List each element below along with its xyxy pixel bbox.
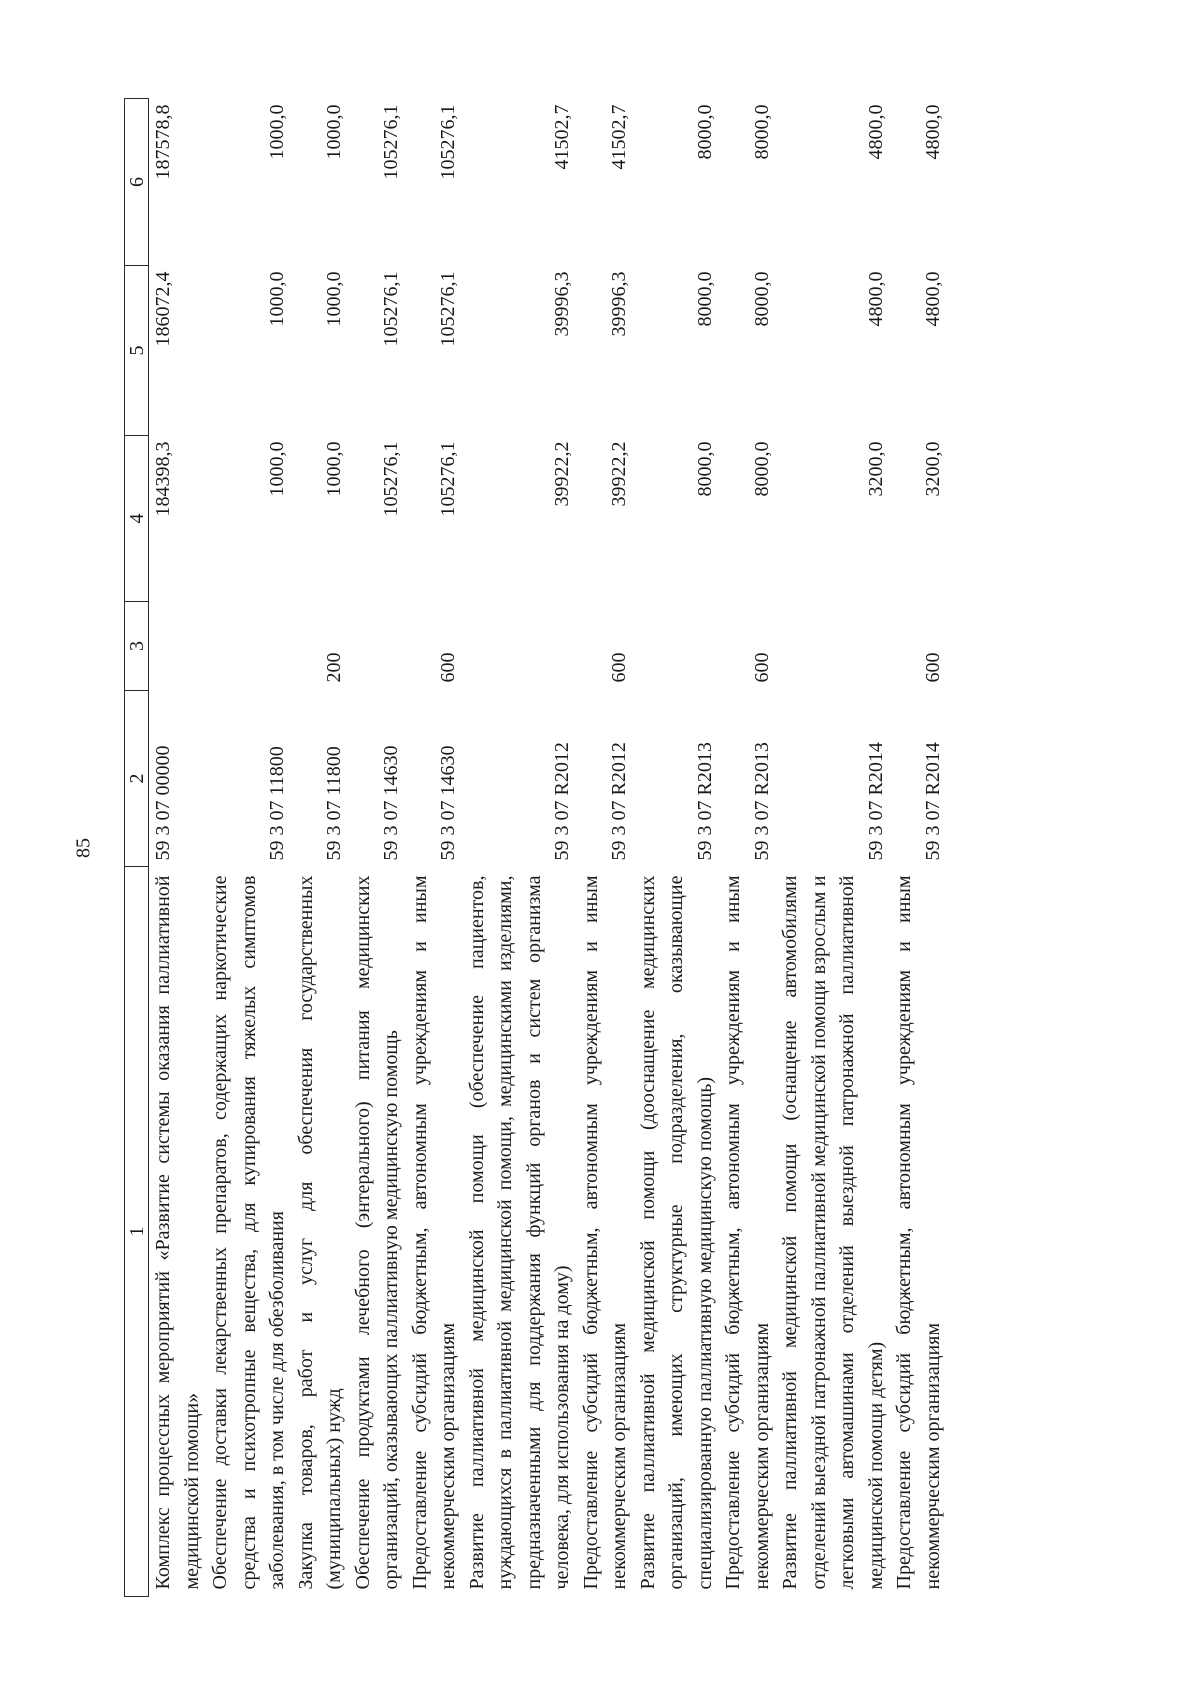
item-name-cell: Развитие паллиативной медицинской помощи (оснащение автомобилями отделений выездной патронажной паллиативной медицинской помощи взрослым и легковыми автомашинами отделений выездной патронажной паллиативной медицинской помощи детям) — [779, 875, 887, 1590]
amount-year1-cell: 8000,0 — [750, 441, 773, 497]
amount-year2-cell: 1000,0 — [266, 271, 288, 327]
amount-year3-cell: 4800,0 — [921, 104, 944, 160]
expense-type-cell — [776, 602, 890, 691]
item-name-cell: Предоставление субсидий бюджетным, автономным учреждениям и иным некоммерческим организациям — [722, 875, 773, 1590]
amount-year1-cell: 39922,2 — [608, 441, 630, 507]
table-row — [719, 99, 776, 1597]
header-row — [125, 99, 149, 1597]
amount-year3-cell: 4800,0 — [864, 104, 887, 160]
column-header: 1 — [125, 867, 149, 1597]
amount-year1-cell: 3200,0 — [864, 441, 887, 497]
amount-year1-cell: 8000,0 — [693, 441, 716, 497]
item-name-cell: Развитие паллиативной медицинской помощи (обеспечение пациентов, нуждающихся в паллиативной медицинской помощи, медицинскими изделиями, предназначенными для поддержания функций органов и систем организма человека, для использования на дому) — [465, 875, 573, 1590]
item-name-cell: Предоставление субсидий бюджетным, автономным учреждениям и иным некоммерческим организациям — [579, 875, 630, 1590]
amount-year3-cell: 1000,0 — [323, 104, 345, 160]
table-row — [349, 99, 406, 1597]
target-code-cell: 59 3 07 11800 — [323, 746, 345, 861]
page-number: 85 — [72, 838, 95, 858]
amount-year2-cell: 8000,0 — [750, 271, 773, 327]
table-row — [634, 99, 720, 1597]
column-header: 2 — [125, 691, 149, 867]
amount-year2-cell: 186072,4 — [152, 271, 174, 347]
amount-year2-cell: 4800,0 — [921, 271, 944, 327]
item-name-cell: Комплекс процессных мероприятий «Развитие системы оказания паллиативной медицинской помощи» — [152, 875, 203, 1590]
column-header: 5 — [125, 266, 149, 436]
expense-type-cell — [349, 602, 406, 691]
amount-year2-cell: 39996,3 — [551, 271, 573, 337]
item-name-cell: Обеспечение продуктами лечебного (энтерального) питания медицинских организаций, оказывающих паллиативную медицинскую помощь — [351, 875, 402, 1590]
expense-type-cell: 600 — [921, 652, 944, 683]
table-row — [463, 99, 577, 1597]
expense-type-cell — [206, 602, 292, 691]
target-code-cell: 59 3 07 R2012 — [551, 742, 573, 861]
amount-year2-cell: 4800,0 — [864, 271, 887, 327]
expense-type-cell: 200 — [323, 652, 345, 683]
target-code-cell: 59 3 07 11800 — [266, 746, 288, 861]
amount-year3-cell: 1000,0 — [266, 104, 288, 160]
expense-type-cell: 600 — [750, 652, 773, 683]
column-header: 3 — [125, 602, 149, 691]
amount-year3-cell: 187578,8 — [152, 104, 174, 180]
target-code-cell: 59 3 07 R2013 — [750, 742, 773, 861]
expense-type-cell — [463, 602, 577, 691]
item-name-cell: Предоставление субсидий бюджетным, автономным учреждениям и иным некоммерческим организациям — [893, 875, 944, 1590]
expense-type-cell: 600 — [437, 652, 459, 683]
amount-year1-cell: 184398,3 — [152, 441, 174, 517]
table-row — [292, 99, 349, 1597]
item-name-cell: Предоставление субсидий бюджетным, автономным учреждениям и иным некоммерческим организациям — [408, 875, 459, 1590]
amount-year1-cell: 105276,1 — [437, 441, 459, 517]
expense-type-cell: 600 — [608, 652, 630, 683]
amount-year3-cell: 41502,7 — [551, 104, 573, 170]
expense-type-cell — [634, 602, 720, 691]
expense-type-cell — [149, 602, 207, 691]
amount-year2-cell: 105276,1 — [437, 271, 459, 347]
table-row — [577, 99, 634, 1597]
target-code-cell: 59 3 07 R2012 — [608, 742, 630, 861]
column-header: 6 — [125, 99, 149, 266]
column-header: 4 — [125, 436, 149, 602]
item-name-cell: Закупка товаров, работ и услуг для обеспечения государственных (муниципальных) нужд — [294, 875, 345, 1590]
amount-year2-cell: 8000,0 — [693, 271, 716, 327]
amount-year2-cell: 1000,0 — [323, 271, 345, 327]
amount-year3-cell: 8000,0 — [750, 104, 773, 160]
amount-year1-cell: 1000,0 — [323, 441, 345, 497]
target-code-cell: 59 3 07 R2014 — [864, 742, 887, 861]
item-name-cell: Развитие паллиативной медицинской помощи (дооснащение медицинских организаций, имеющих структурные подразделения, оказывающие специализированную паллиативную медицинскую помощь) — [636, 875, 716, 1590]
budget-table — [124, 98, 947, 1597]
item-name-cell: Обеспечение доставки лекарственных препаратов, содержащих наркотические средства и психотропные вещества, для купирования тяжелых симптомов заболевания, в том числе для обезболивания — [209, 875, 288, 1590]
table-row — [149, 99, 207, 1597]
target-code-cell: 59 3 07 00000 — [152, 745, 174, 861]
amount-year2-cell: 105276,1 — [380, 271, 402, 347]
amount-year1-cell: 3200,0 — [921, 441, 944, 497]
target-code-cell: 59 3 07 14630 — [380, 745, 402, 861]
amount-year1-cell: 105276,1 — [380, 441, 402, 517]
table-row — [206, 99, 292, 1597]
amount-year3-cell: 105276,1 — [380, 104, 402, 180]
target-code-cell: 59 3 07 14630 — [437, 745, 459, 861]
target-code-cell: 59 3 07 R2014 — [921, 742, 944, 861]
target-code-cell: 59 3 07 R2013 — [693, 742, 716, 861]
amount-year1-cell: 39922,2 — [551, 441, 573, 507]
table-row — [890, 99, 947, 1597]
table-row — [406, 99, 463, 1597]
amount-year1-cell: 1000,0 — [266, 441, 288, 497]
amount-year3-cell: 8000,0 — [693, 104, 716, 160]
amount-year3-cell: 105276,1 — [437, 104, 459, 180]
table-row — [776, 99, 890, 1597]
amount-year2-cell: 39996,3 — [608, 271, 630, 337]
amount-year3-cell: 41502,7 — [608, 104, 630, 170]
